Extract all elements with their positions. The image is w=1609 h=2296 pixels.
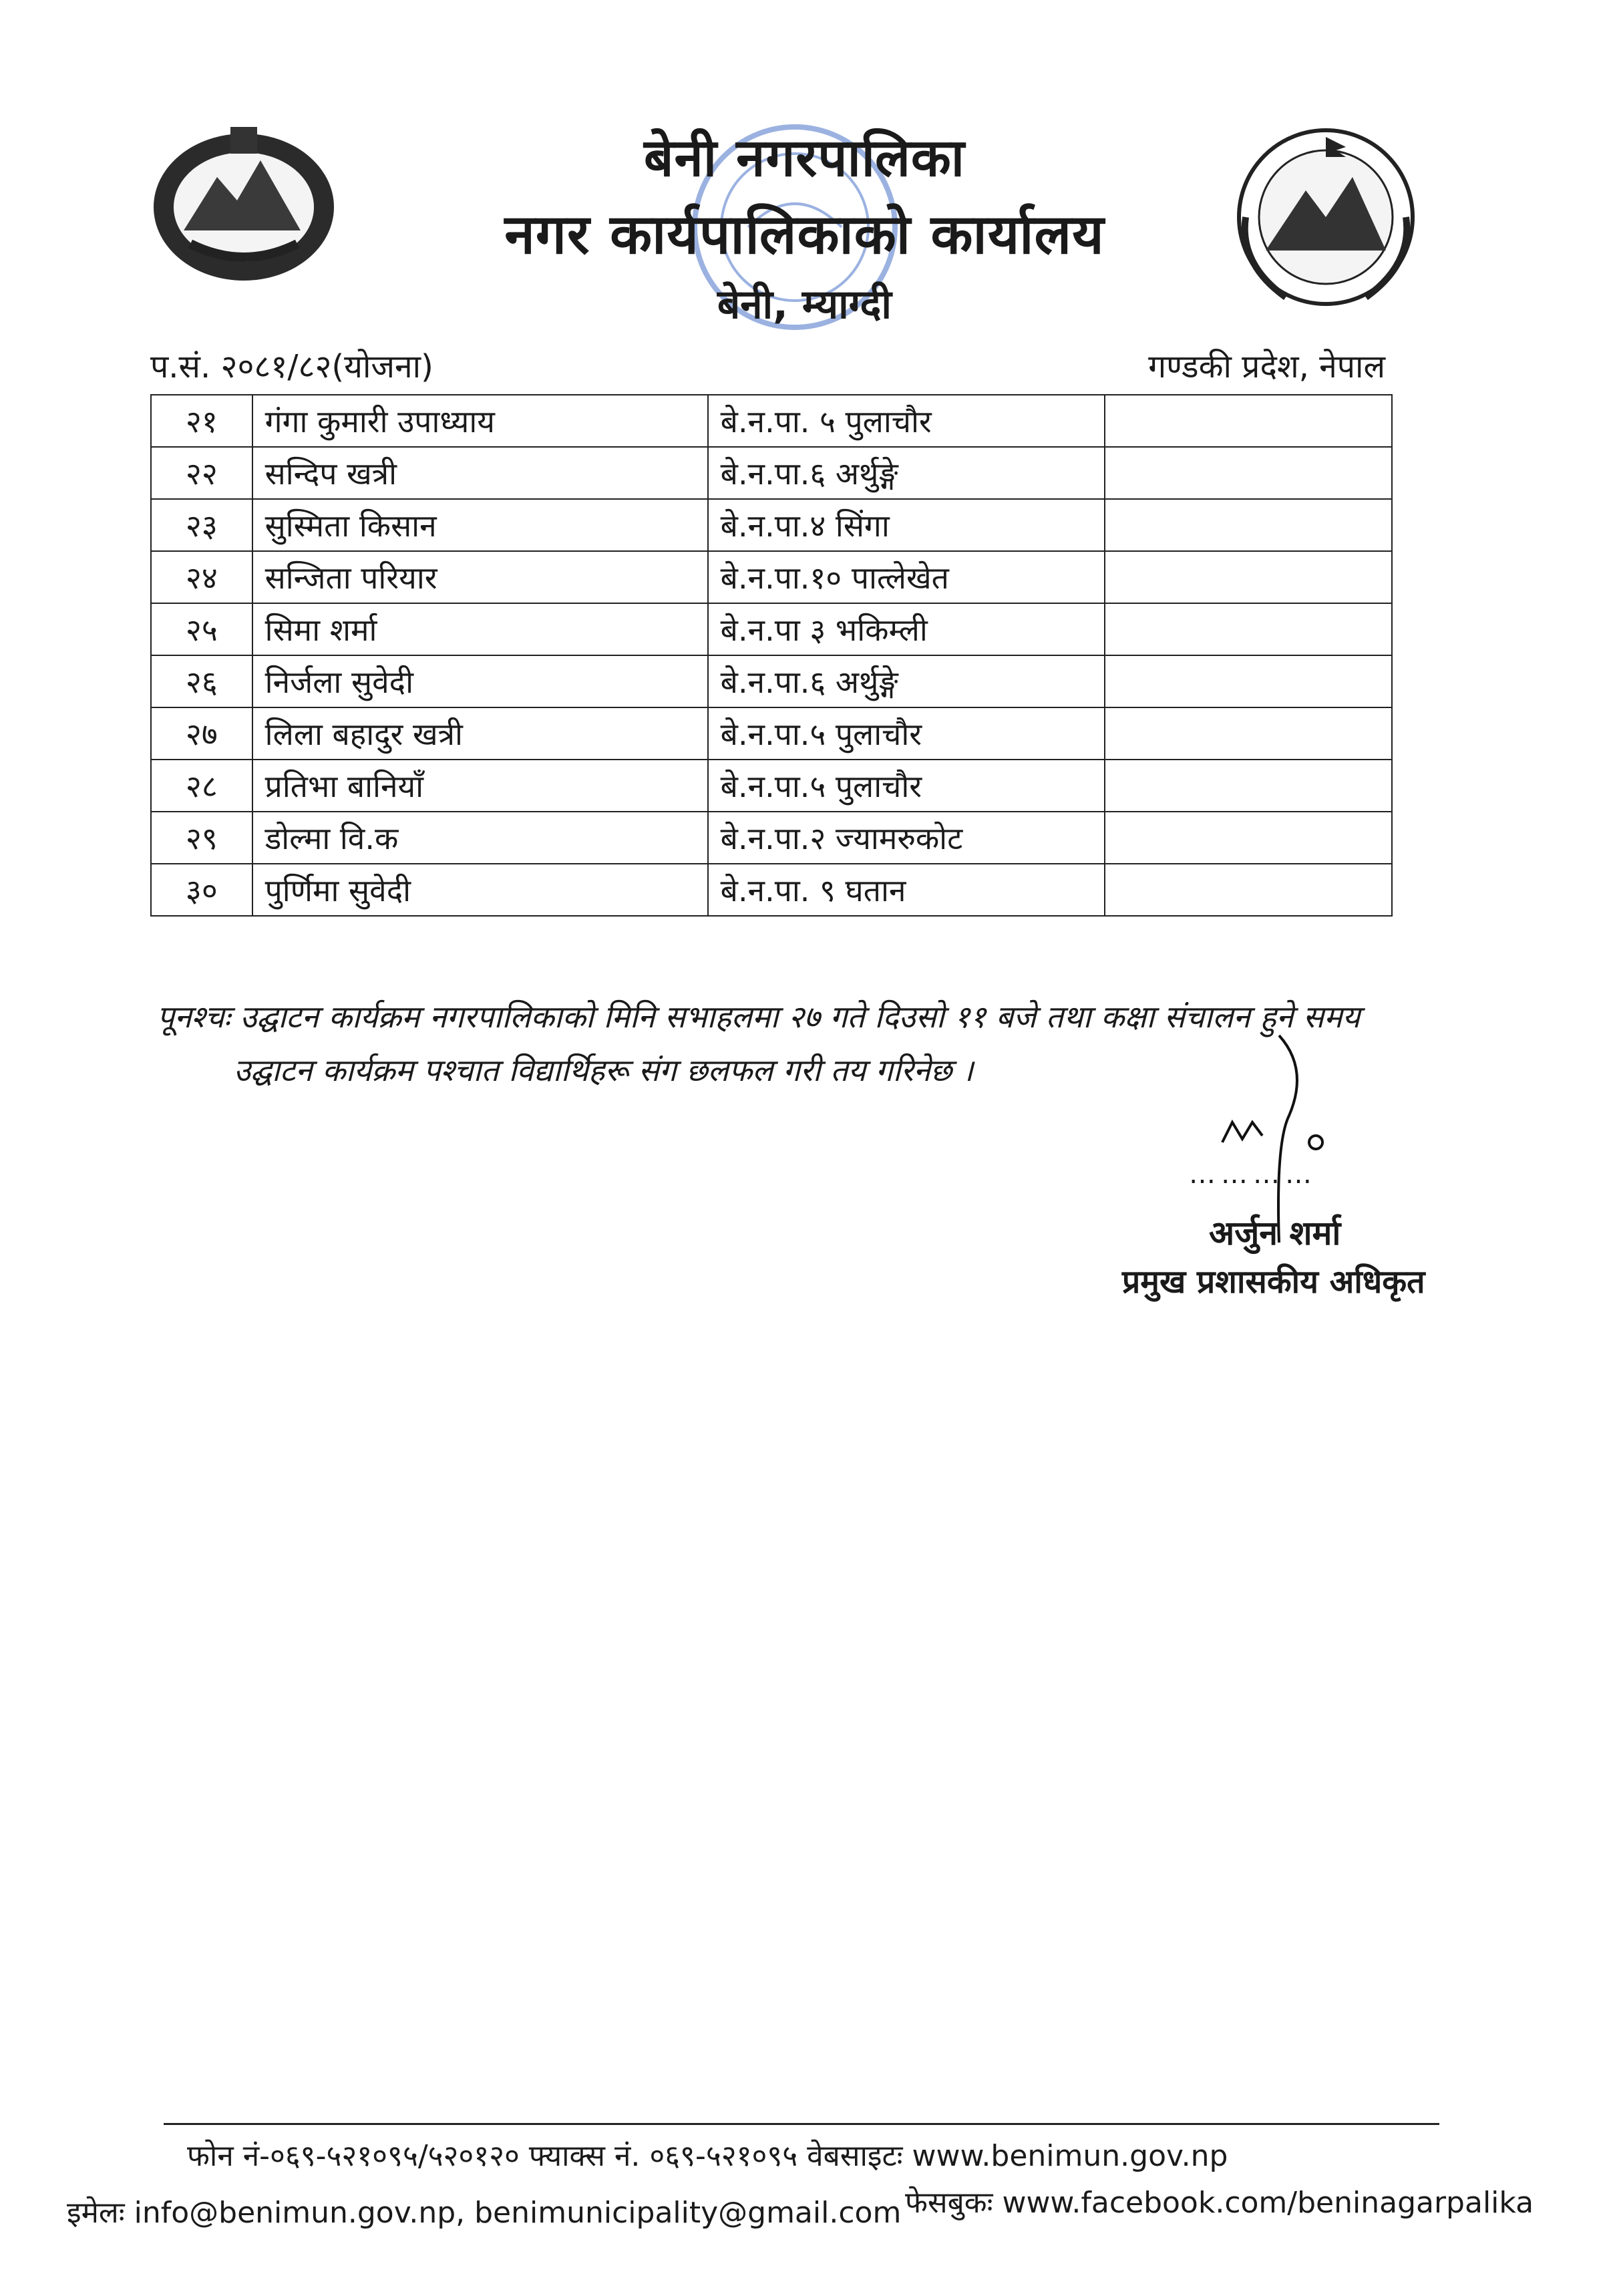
note-line-1: पूनश्चः उद्घाटन कार्यक्रम नगरपालिकाको मिनि सभाहलमा २७ गते दिउसो ११ बजे तथा कक्षा संचालन हुने समय [157, 999, 1361, 1035]
table-row [151, 707, 1392, 760]
table-row [151, 812, 1392, 864]
note-line-2: उद्घाटन कार्यक्रम पश्चात विद्यार्थिहरू संग छलफल गरी तय गरिनेछ । [234, 1052, 974, 1088]
remark-cell [1105, 447, 1392, 499]
office-location: बेनी, म्याग्दी [717, 281, 892, 328]
table-row [151, 603, 1392, 655]
reference-number: प.सं. २०८१/८२(योजना) [150, 348, 433, 385]
remark-cell [1105, 499, 1392, 551]
row-number: २३ [151, 499, 252, 551]
remark-cell [1105, 603, 1392, 655]
footer-contact-line: फोन नं-०६९-५२१०९५/५२०१२० फ्याक्स नं. ०६९-५२१०९५ वेबसाइटः www.benimun.gov.np [187, 2139, 1228, 2173]
participant-address: बे.न.पा. ५ पुलाचौर [708, 395, 1105, 447]
participant-name: पुर्णिमा सुवेदी [252, 864, 708, 916]
participant-name: डोल्मा वि.क [252, 812, 708, 864]
participant-table [150, 394, 1393, 917]
participant-address: बे.न.पा.५ पुलाचौर [708, 707, 1105, 760]
participant-name: सन्दिप खत्री [252, 447, 708, 499]
row-number: २५ [151, 603, 252, 655]
participant-address: बे.न.पा.६ अर्थुङ्गे [708, 447, 1105, 499]
row-number: २९ [151, 812, 252, 864]
office-name: नगर कार्यपालिकाको कार्यालय [504, 203, 1105, 267]
remark-cell [1105, 655, 1392, 707]
table-row [151, 447, 1392, 499]
remark-cell [1105, 707, 1392, 760]
participant-address: बे.न.पा.१० पात्लेखेत [708, 551, 1105, 603]
row-number: २७ [151, 707, 252, 760]
signatory-title: प्रमुख प्रशासकीय अधिकृत [1122, 1263, 1425, 1301]
participant-address: बे.न.पा.५ पुलाचौर [708, 760, 1105, 812]
table-row [151, 551, 1392, 603]
row-number: ३० [151, 864, 252, 916]
participant-name: निर्जला सुवेदी [252, 655, 708, 707]
table-row [151, 864, 1392, 916]
province-label: गण्डकी प्रदेश, नेपाल [1148, 348, 1385, 385]
participant-name: सिमा शर्मा [252, 603, 708, 655]
remark-cell [1105, 812, 1392, 864]
participant-address: बे.न.पा. ९ घतान [708, 864, 1105, 916]
table-row [151, 760, 1392, 812]
participant-address: बे.न.पा.४ सिंगा [708, 499, 1105, 551]
municipality-name: बेनी नगरपालिका [644, 128, 965, 188]
remark-cell [1105, 395, 1392, 447]
footer-facebook: फेसबुकः www.facebook.com/beninagarpalika [905, 2186, 1534, 2220]
participant-name: सन्जिता परियार [252, 551, 708, 603]
remark-cell [1105, 551, 1392, 603]
remark-cell [1105, 864, 1392, 916]
participant-name: सुस्मिता किसान [252, 499, 708, 551]
table-row [151, 655, 1392, 707]
table-row [151, 499, 1392, 551]
participant-address: बे.न.पा.२ ज्यामरुकोट [708, 812, 1105, 864]
signatory-name: अर्जुन शर्मा [1209, 1214, 1341, 1253]
footer-divider [164, 2123, 1439, 2125]
row-number: २१ [151, 395, 252, 447]
row-number: २२ [151, 447, 252, 499]
participant-name: गंगा कुमारी उपाध्याय [252, 395, 708, 447]
row-number: २४ [151, 551, 252, 603]
remark-cell [1105, 760, 1392, 812]
participant-name: प्रतिभा बानियाँ [252, 760, 708, 812]
table-row [151, 395, 1392, 447]
participant-address: बे.न.पा.६ अर्थुङ्गे [708, 655, 1105, 707]
footer-email: इमेलः info@benimun.gov.np, benimunicipality@gmail.com [67, 2196, 902, 2230]
row-number: २६ [151, 655, 252, 707]
row-number: २८ [151, 760, 252, 812]
participant-address: बे.न.पा ३ भकिम्ली [708, 603, 1105, 655]
signature-line: ………… [1189, 1159, 1317, 1190]
participant-name: लिला बहादुर खत्री [252, 707, 708, 760]
